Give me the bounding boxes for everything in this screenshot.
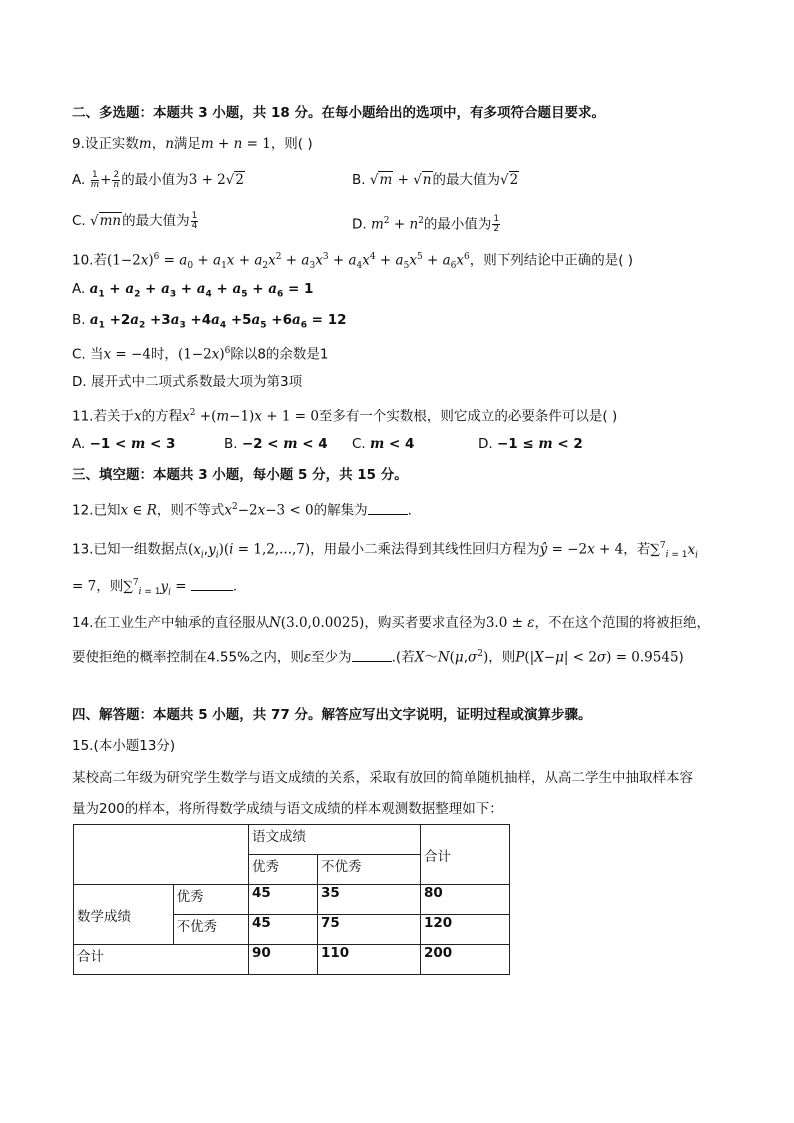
answer-blank[interactable]: [352, 647, 392, 662]
question-10-stem: 10.若$(1-2x)^6 = a_0 + a_1x + a_2x^2 + a_3x^3 + a_4x^4 + a_5x^5 + a_6x^6$，则下列结论中正确的是( ): [72, 252, 634, 272]
question-10-option-a[interactable]: A. $a_1 + a_2 + a_3 + a_4 + a_5 + a_6 = 1$: [72, 281, 314, 300]
table-corner-cell: [74, 825, 249, 885]
question-11-option-a[interactable]: A. −1 < m < 3: [72, 436, 176, 452]
table-cell: 75: [318, 915, 421, 945]
table-cell: 200: [421, 945, 510, 975]
section-4-title: 四、解答题：本题共 5 小题，共 77 分。解答应写出文字说明，证明过程或演算步骤。: [72, 707, 592, 723]
table-cell: 45: [249, 915, 318, 945]
section-3-title: 三、填空题：本题共 3 小题，每小题 5 分，共 15 分。: [72, 467, 408, 483]
table-row-group-math: 数学成绩: [74, 885, 174, 945]
question-13-line-2: = 7，则$\sum^7_{i = 1}y_i$ = .: [72, 573, 237, 602]
question-9-option-b[interactable]: B. √m + √n的最大值为√2: [352, 172, 519, 188]
question-11-option-b[interactable]: B. −2 < m < 4: [224, 436, 328, 452]
table-header-chinese: 语文成绩: [249, 825, 421, 855]
question-14-line-2: 要使拒绝的概率控制在4.55%之内，则ε至少为 .(若$X\sim N(\mu,\sigma^2)$，则P(|X−μ| < 2σ) = 0.9545): [72, 644, 684, 668]
section-2-title: 二、多选题：本题共 3 小题，共 18 分。在每小题给出的选项中，有多项符合题目要求。: [72, 105, 605, 121]
table-cell: 110: [318, 945, 421, 975]
question-10-option-c[interactable]: C. 当x = −4时，$(1-2x)^6$除以8的余数是1: [72, 346, 329, 363]
question-9-option-a[interactable]: A. $\frac{1}{m}$ + $\frac{2}{n}$ 的最小值为3 + 2√2: [72, 169, 244, 190]
question-12: 12.已知x ∈ R，则不等式$x^2-2x-3 < 0$的解集为 .: [72, 497, 412, 521]
question-15-paragraph-1: 某校高二年级为研究学生数学与语文成绩的关系，采取有放回的简单随机抽样，从高二学生中抽取样本容: [72, 770, 693, 786]
table-row-label: 合计: [74, 945, 249, 975]
table-cell: 90: [249, 945, 318, 975]
table-cell: 120: [421, 915, 510, 945]
question-9-option-d[interactable]: D. $m^2 + n^2$的最小值为 $\frac{1}{2}$: [352, 214, 500, 234]
question-9-option-c[interactable]: C. √mn的最大值为 $\frac{1}{4}$: [72, 210, 198, 231]
table-header-excellent: 优秀: [249, 855, 318, 885]
table-cell: 45: [249, 885, 318, 915]
table-row-label: 优秀: [173, 885, 248, 915]
question-10-option-b[interactable]: B. $a_1 +2a_2 +3a_3 +4a_4 +5a_5 +6a_6 = 12$: [72, 312, 347, 331]
score-contingency-table: [73, 824, 510, 975]
question-9-stem: 9.设正实数m，n满足m + n = 1，则( ): [72, 136, 313, 152]
question-14-line-1: 14.在工业生产中轴承的直径服从N(3.0,0.0025)，购买者要求直径为3.0 ± ε，不在这个范围的将被拒绝，: [72, 615, 710, 631]
table-cell: 35: [318, 885, 421, 915]
question-11-option-d[interactable]: D. −1 ≤ m < 2: [478, 436, 583, 452]
question-15-header: 15.(本小题13分): [72, 738, 176, 754]
question-11-stem: 11.若关于x的方程$x^2 +(m-1)x + 1 = 0$至多有一个实数根，则它成立的必要条件可以是( ): [72, 408, 618, 425]
table-header-not-excellent: 不优秀: [318, 855, 421, 885]
table-row-label: 不优秀: [173, 915, 248, 945]
table-header-total: 合计: [421, 825, 510, 885]
table-cell: 80: [421, 885, 510, 915]
table-row: [74, 885, 510, 915]
question-15-paragraph-2: 量为200的样本，将所得数学成绩与语文成绩的样本观测数据整理如下：: [72, 801, 503, 817]
question-13-line-1: 13.已知一组数据点$(x_i,y_i)(i = 1,2,...,7)$，用最小二乘法得到其线性回归方程为ŷ = −2x + 4，若$\sum^7_{i = 1}x_i$: [72, 541, 698, 561]
question-10-option-d[interactable]: D. 展开式中二项式系数最大项为第3项: [72, 374, 303, 390]
question-11-option-c[interactable]: C. m < 4: [352, 436, 415, 452]
answer-blank[interactable]: [191, 576, 233, 591]
answer-blank[interactable]: [368, 500, 408, 515]
table-row-total: [74, 945, 510, 975]
